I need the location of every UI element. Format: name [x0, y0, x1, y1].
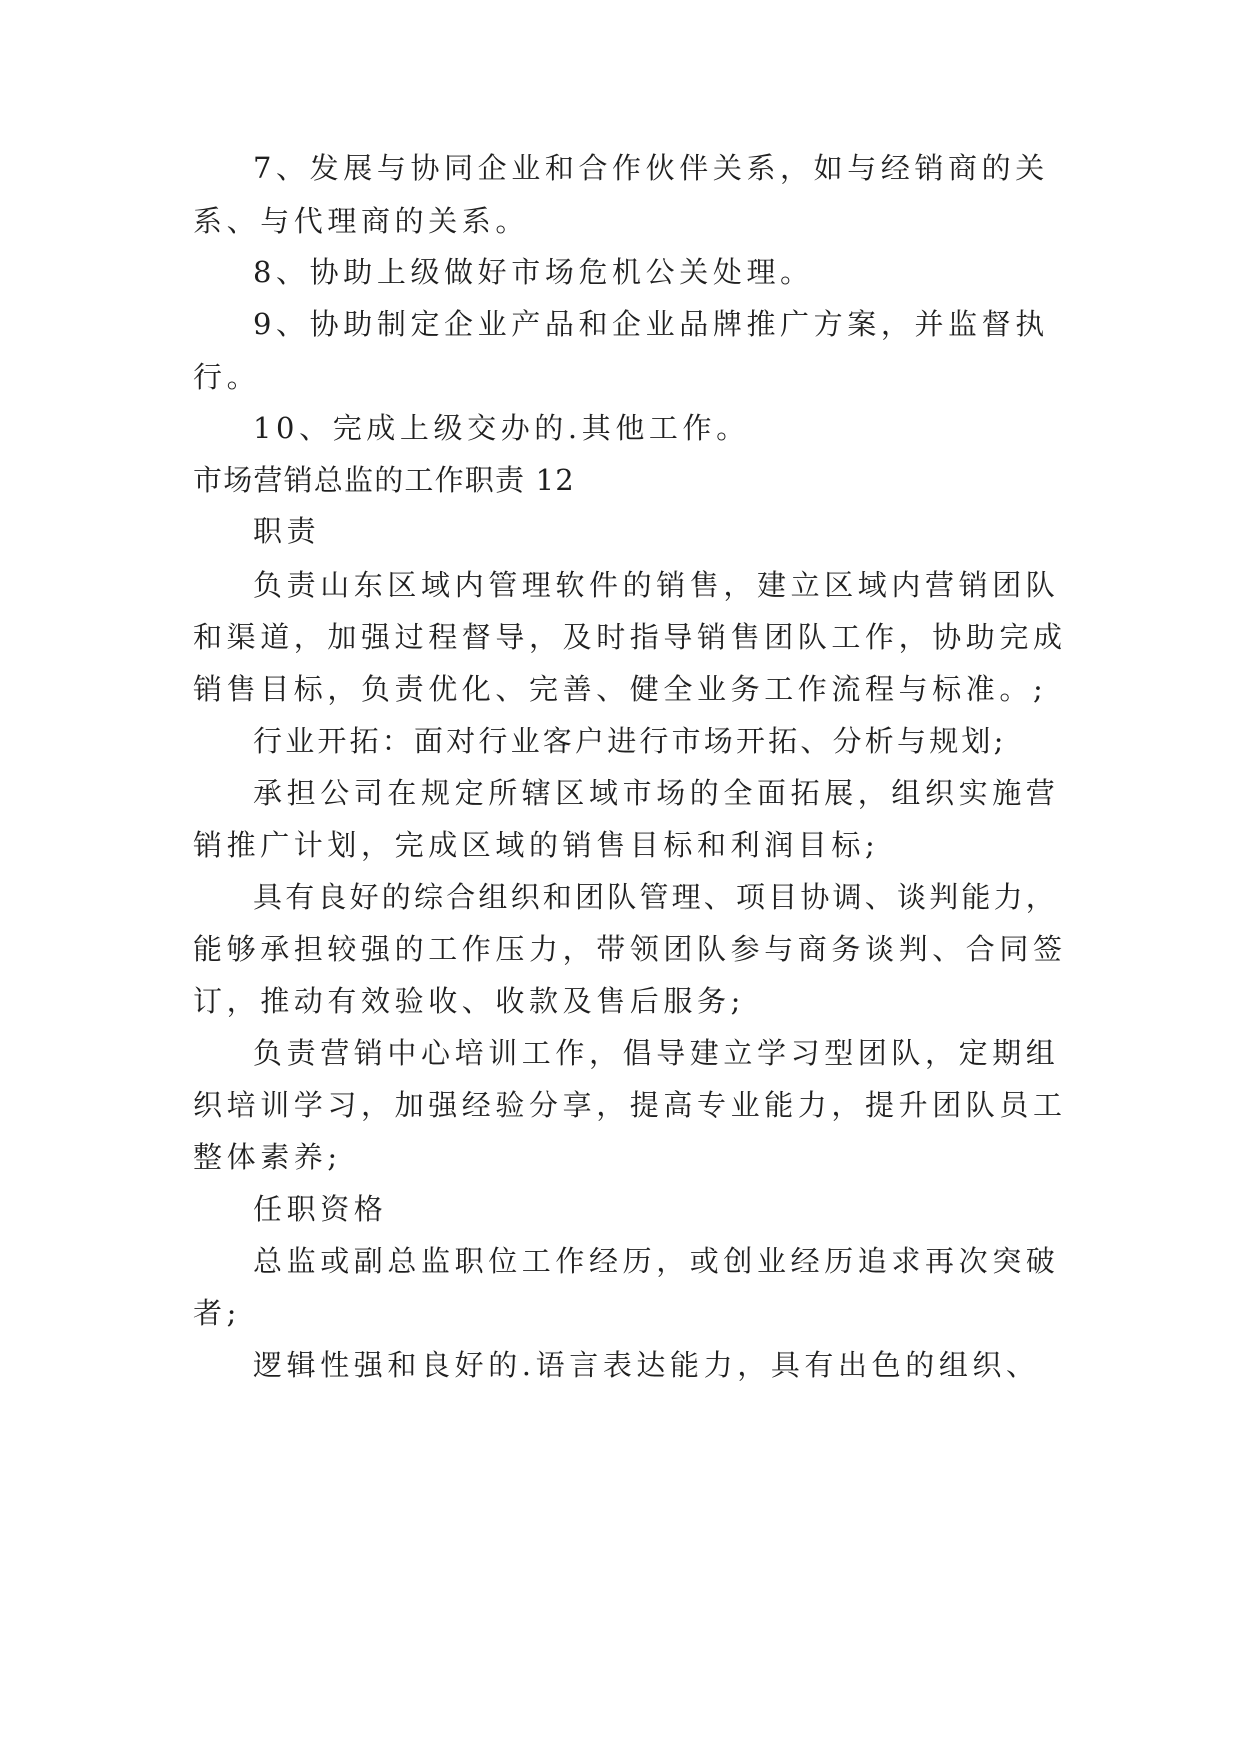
paragraph-4-line-3: 订，推动有效验收、收款及售后服务; — [193, 984, 745, 1018]
paragraph-1-line-3: 销售目标，负责优化、完善、健全业务工作流程与标准。; — [193, 672, 1048, 706]
paragraph-4-line-2: 能够承担较强的工作压力，带领团队参与商务谈判、合同签 — [193, 932, 1067, 966]
qualification-1-line-2: 者; — [193, 1296, 241, 1330]
subheading-duties: 职责 — [253, 514, 321, 548]
paragraph-5-line-3: 整体素养; — [193, 1140, 342, 1174]
section-heading: 市场营销总监的工作职责 12 — [193, 463, 575, 497]
paragraph-5-line-2: 织培训学习，加强经验分享，提高专业能力，提升团队员工 — [193, 1088, 1067, 1122]
duty-7-line-1: 7、发展与协同企业和合作伙伴关系，如与经销商的关 — [253, 151, 1049, 185]
duty-10: 10、完成上级交办的.其他工作。 — [253, 411, 750, 445]
duty-9-line-1: 9、协助制定企业产品和企业品牌推广方案，并监督执 — [253, 307, 1049, 341]
duty-9-line-2: 行。 — [193, 360, 261, 394]
paragraph-1-line-1: 负责山东区域内管理软件的销售，建立区域内营销团队 — [253, 568, 1060, 602]
paragraph-4-line-1: 具有良好的综合组织和团队管理、项目协调、谈判能力， — [253, 880, 1059, 914]
paragraph-1-line-2: 和渠道，加强过程督导，及时指导销售团队工作，协助完成 — [193, 620, 1067, 654]
qualification-1-line-1: 总监或副总监职位工作经历，或创业经历追求再次突破 — [253, 1244, 1060, 1278]
duty-7-line-2: 系、与代理商的关系。 — [193, 204, 530, 238]
paragraph-5-line-1: 负责营销中心培训工作，倡导建立学习型团队，定期组 — [253, 1036, 1060, 1070]
duty-8: 8、协助上级做好市场危机公关处理。 — [253, 255, 814, 289]
paragraph-3-line-1: 承担公司在规定所辖区域市场的全面拓展，组织实施营 — [253, 776, 1060, 810]
subheading-qualifications: 任职资格 — [253, 1192, 388, 1226]
paragraph-3-line-2: 销推广计划，完成区域的销售目标和利润目标; — [193, 828, 880, 862]
paragraph-2: 行业开拓：面对行业客户进行市场开拓、分析与规划; — [253, 724, 1007, 758]
qualification-2-line-1: 逻辑性强和良好的.语言表达能力，具有出色的组织、 — [253, 1348, 1040, 1382]
